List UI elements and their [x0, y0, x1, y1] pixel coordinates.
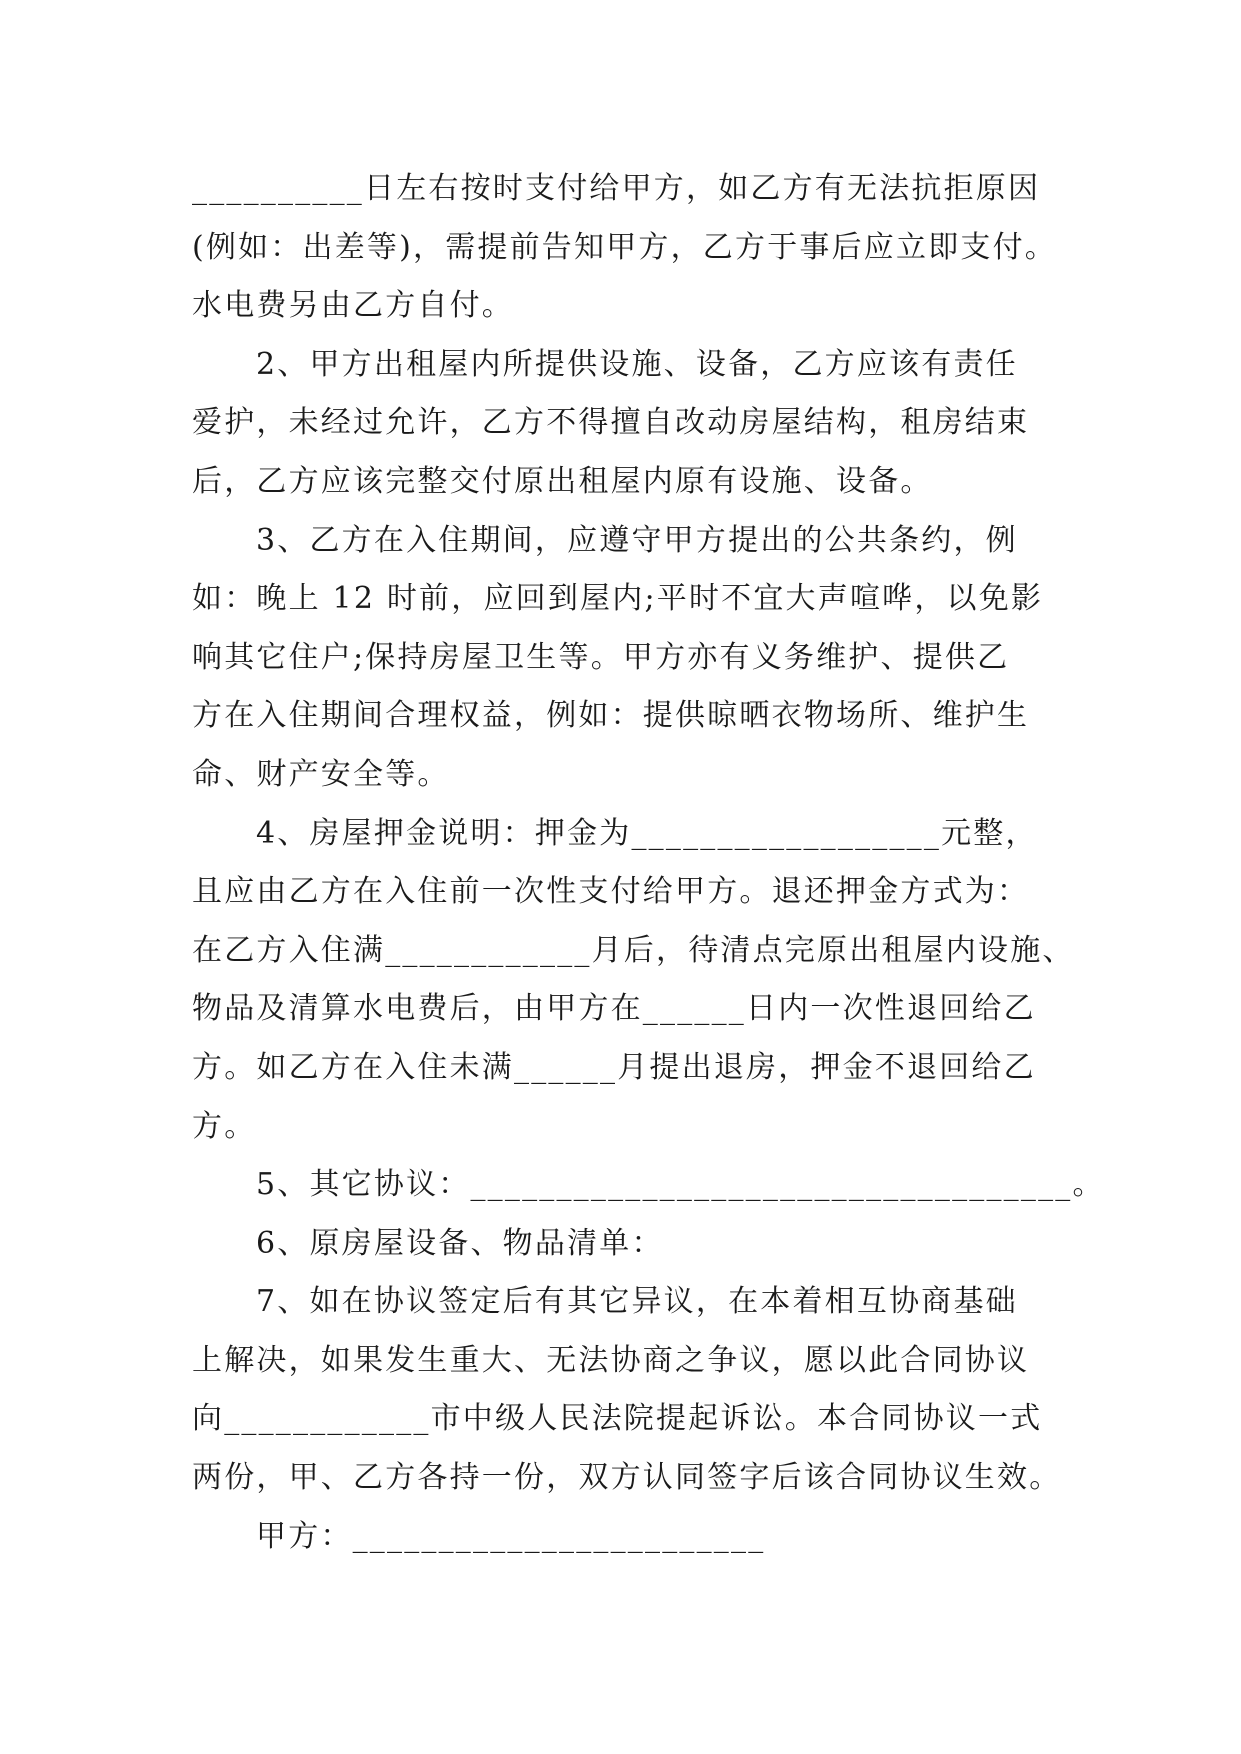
text-line: (例如：出差等)，需提前告知甲方，乙方于事后应立即支付。: [192, 229, 1058, 265]
text-line: 两份，甲、乙方各持一份，双方认同签字后该合同协议生效。: [192, 1460, 1062, 1496]
text-line: 上解决，如果发生重大、无法协商之争议，愿以此合同协议: [192, 1342, 1030, 1378]
text-line: 如：晚上 12 时前，应回到屋内;平时不宜大声喧哗，以免影: [192, 581, 1044, 617]
text-line: 命、财产安全等。: [192, 756, 450, 792]
clause-2-line: 2、甲方出租屋内所提供设施、设备，乙方应该有责任: [256, 346, 1018, 382]
clause-4-line: 4、房屋押金说明：押金为__________________元整，: [256, 815, 1038, 851]
text-line: __________日左右按时支付给甲方，如乙方有无法抗拒原因: [192, 171, 1041, 206]
text-line: 爱护，未经过允许，乙方不得擅自改动房屋结构，租房结束: [192, 405, 1030, 441]
text-line: 水电费另由乙方自付。: [192, 288, 514, 324]
text-line: 后，乙方应该完整交付原出租屋内原有设施、设备。: [192, 463, 933, 499]
text-line: 响其它住户;保持房屋卫生等。甲方亦有义务维护、提供乙: [192, 639, 1010, 675]
clause-3-line: 3、乙方在入住期间，应遵守甲方提出的公共条约，例: [256, 522, 1018, 558]
text-line: 在乙方入住满____________月后，待清点完原出租屋内设施、: [192, 932, 1075, 968]
clause-6-line: 6、原房屋设备、物品清单：: [256, 1225, 664, 1261]
party-a-signature-line: 甲方：________________________: [256, 1518, 766, 1554]
text-line: 方在入住期间合理权益，例如：提供晾晒衣物场所、维护生: [192, 698, 1030, 734]
text-line: 方。如乙方在入住未满______月提出退房，押金不退回给乙: [192, 1049, 1036, 1085]
text-line: 方。: [192, 1108, 257, 1144]
contract-text: [192, 160, 1105, 1566]
text-line: 向____________市中级人民法院提起诉讼。本合同协议一式: [192, 1401, 1043, 1437]
clause-5-line: 5、其它协议：___________________________________。: [256, 1167, 1105, 1203]
clause-7-line: 7、如在协议签定后有其它异议，在本着相互协商基础: [256, 1284, 1018, 1320]
text-line: 且应由乙方在入住前一次性支付给甲方。退还押金方式为：: [192, 874, 1030, 910]
text-line: 物品及清算水电费后，由甲方在______日内一次性退回给乙: [192, 991, 1036, 1027]
